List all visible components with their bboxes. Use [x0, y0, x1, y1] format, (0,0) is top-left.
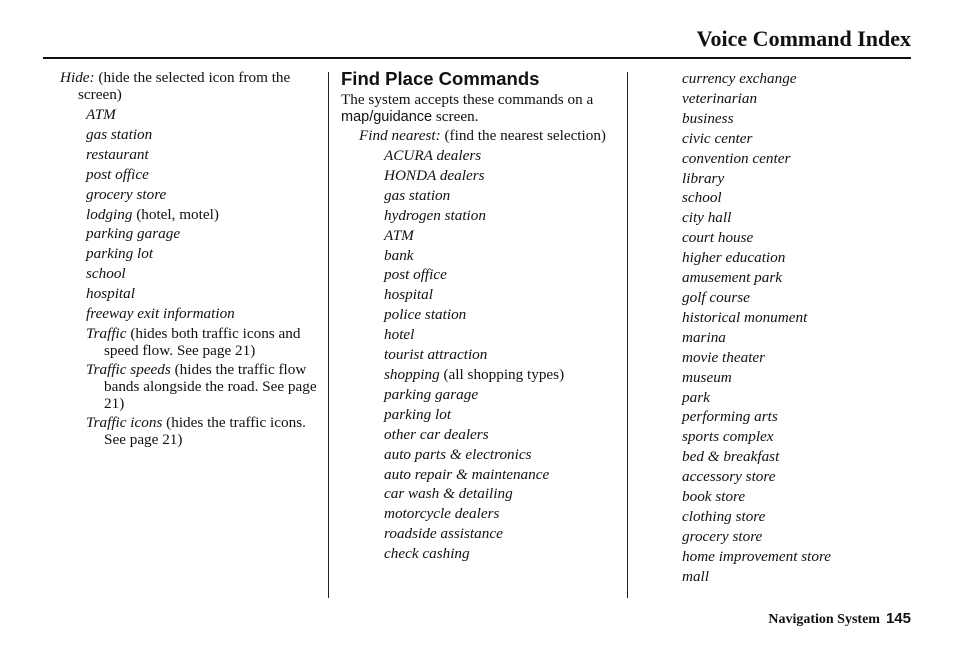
command-term: library [682, 169, 725, 187]
column-divider-2 [627, 72, 628, 598]
command-item [341, 166, 621, 186]
command-description: (hide the selected icon from the screen) [78, 69, 291, 103]
command-term: currency exchange [682, 70, 797, 87]
page-number: 145 [885, 610, 911, 627]
command-item [60, 325, 322, 359]
command-item [341, 504, 621, 524]
command-term: marina [682, 328, 726, 346]
command-item [682, 487, 922, 507]
command-item [341, 226, 621, 246]
screen-name: map/guidance [341, 109, 433, 125]
command-term: bank [384, 246, 414, 264]
command-item [60, 125, 322, 145]
command-term: ATM [384, 226, 414, 244]
command-term: restaurant [86, 145, 149, 163]
command-term: motorcycle dealers [384, 505, 500, 523]
command-term: grocery store [682, 527, 763, 545]
command-term: golf course [682, 288, 750, 306]
command-term: Hide: [60, 69, 95, 86]
command-term: city hall [682, 209, 732, 227]
command-term: business [682, 109, 734, 127]
command-item [682, 69, 922, 89]
command-term: court house [682, 229, 754, 247]
command-term: grocery store [86, 185, 167, 203]
command-item [341, 146, 621, 166]
command-item [682, 427, 922, 447]
command-term: higher education [682, 249, 786, 267]
command-item [682, 388, 922, 408]
command-item [682, 567, 922, 587]
command-item [682, 188, 922, 208]
command-item [682, 169, 922, 189]
command-item [341, 425, 621, 445]
command-item [60, 244, 322, 264]
command-item [60, 264, 322, 284]
section-intro: The system accepts these commands on a map/guidance screen. [341, 91, 594, 125]
command-item [682, 208, 922, 228]
command-item [682, 149, 922, 169]
command-term: lodging [86, 205, 133, 223]
command-item [60, 205, 322, 225]
command-term: police station [384, 306, 467, 324]
command-term: Traffic speeds [86, 360, 171, 378]
command-term: auto parts & electronics [384, 445, 532, 463]
command-term: amusement park [682, 269, 782, 287]
command-term: school [682, 189, 722, 207]
command-term: bed & breakfast [682, 448, 780, 466]
command-item [682, 527, 922, 547]
find-nearest-entry [341, 127, 621, 144]
command-term: book store [682, 488, 746, 506]
command-description: (hides both traffic icons and speed flow. See page 21) [104, 324, 301, 359]
command-term: sports complex [682, 428, 774, 446]
command-item [341, 385, 621, 405]
command-item [682, 228, 922, 248]
command-item [60, 284, 322, 304]
command-term: Traffic icons [86, 413, 163, 431]
command-item [341, 405, 621, 425]
command-term: other car dealers [384, 425, 489, 443]
command-description: (hotel, motel) [132, 205, 219, 223]
header-rule [43, 57, 911, 59]
command-term: shopping [384, 365, 440, 383]
command-item [341, 325, 621, 345]
command-item [682, 407, 922, 427]
command-term: hydrogen station [384, 206, 486, 224]
command-term: school [86, 265, 126, 283]
command-term: parking garage [86, 225, 181, 243]
command-item [60, 165, 322, 185]
command-term: parking lot [86, 245, 154, 263]
find-nearest-list-continued [682, 69, 922, 587]
command-item [682, 288, 922, 308]
command-term: hotel [384, 326, 415, 344]
find-nearest-list [341, 146, 621, 564]
command-item [60, 304, 322, 324]
footer-label: Navigation System [768, 612, 880, 627]
command-description: (hides the traffic icons. See page 21) [104, 413, 306, 448]
command-item [341, 484, 621, 504]
command-item [341, 365, 621, 385]
command-term: parking lot [384, 405, 452, 423]
command-term: accessory store [682, 468, 776, 486]
command-term: tourist attraction [384, 346, 488, 364]
command-item [341, 465, 621, 485]
command-term: park [682, 388, 710, 406]
command-term: gas station [86, 125, 153, 143]
command-item [682, 248, 922, 268]
command-term: hospital [384, 286, 433, 304]
column-divider-1 [328, 72, 329, 598]
command-item [341, 345, 621, 365]
command-item [682, 447, 922, 467]
command-term: convention center [682, 149, 791, 167]
command-item [682, 348, 922, 368]
command-term: movie theater [682, 348, 766, 366]
command-term: freeway exit information [86, 305, 235, 323]
command-item [682, 109, 922, 129]
command-item [682, 268, 922, 288]
command-item [682, 467, 922, 487]
command-item [60, 224, 322, 244]
command-item [60, 414, 322, 448]
column-find-place-commands [341, 69, 621, 564]
command-term: ACURA dealers [384, 147, 482, 164]
command-term: check cashing [384, 545, 470, 563]
command-term: HONDA dealers [384, 166, 485, 184]
command-item [341, 285, 621, 305]
command-description: (all shopping types) [439, 365, 565, 383]
page-footer [768, 610, 911, 628]
command-term: mall [682, 567, 710, 585]
command-term: clothing store [682, 507, 766, 525]
command-term: hospital [86, 285, 135, 303]
command-item [682, 507, 922, 527]
hide-command-list [60, 105, 322, 448]
column-find-nearest-continued [682, 69, 922, 587]
command-term: parking garage [384, 385, 479, 403]
command-item [60, 105, 322, 125]
command-item [682, 547, 922, 567]
command-term: historical monument [682, 308, 808, 326]
section-heading: Find Place Commands [341, 68, 540, 89]
command-term: veterinarian [682, 89, 758, 107]
command-item [60, 145, 322, 165]
command-term: museum [682, 368, 732, 386]
command-term: Traffic [86, 324, 127, 342]
command-item [60, 361, 322, 412]
command-item [341, 246, 621, 266]
command-term: home improvement store [682, 547, 832, 565]
command-item [682, 89, 922, 109]
command-item [341, 524, 621, 544]
command-term: post office [384, 266, 447, 284]
command-term: post office [86, 165, 149, 183]
command-term: car wash & detailing [384, 485, 513, 503]
command-item [60, 185, 322, 205]
hide-command-entry [60, 69, 322, 103]
command-description: (hides the traffic flow bands alongside the road. See page 21) [104, 360, 317, 412]
command-term: civic center [682, 129, 753, 147]
page-title: Voice Command Index [696, 26, 911, 51]
command-item [682, 308, 922, 328]
command-description: (find the nearest selection) [440, 127, 606, 144]
command-term: ATM [86, 106, 116, 123]
command-item [341, 544, 621, 564]
command-item [682, 328, 922, 348]
command-item [341, 186, 621, 206]
command-term: auto repair & maintenance [384, 465, 550, 483]
command-item [341, 305, 621, 325]
command-item [682, 129, 922, 149]
command-item [341, 265, 621, 285]
command-term: roadside assistance [384, 525, 503, 543]
command-item [682, 368, 922, 388]
command-term: gas station [384, 186, 451, 204]
command-term: Find nearest: [359, 127, 441, 144]
command-term: performing arts [682, 408, 778, 426]
command-item [341, 206, 621, 226]
command-item [341, 445, 621, 465]
column-hide-commands [60, 69, 322, 450]
